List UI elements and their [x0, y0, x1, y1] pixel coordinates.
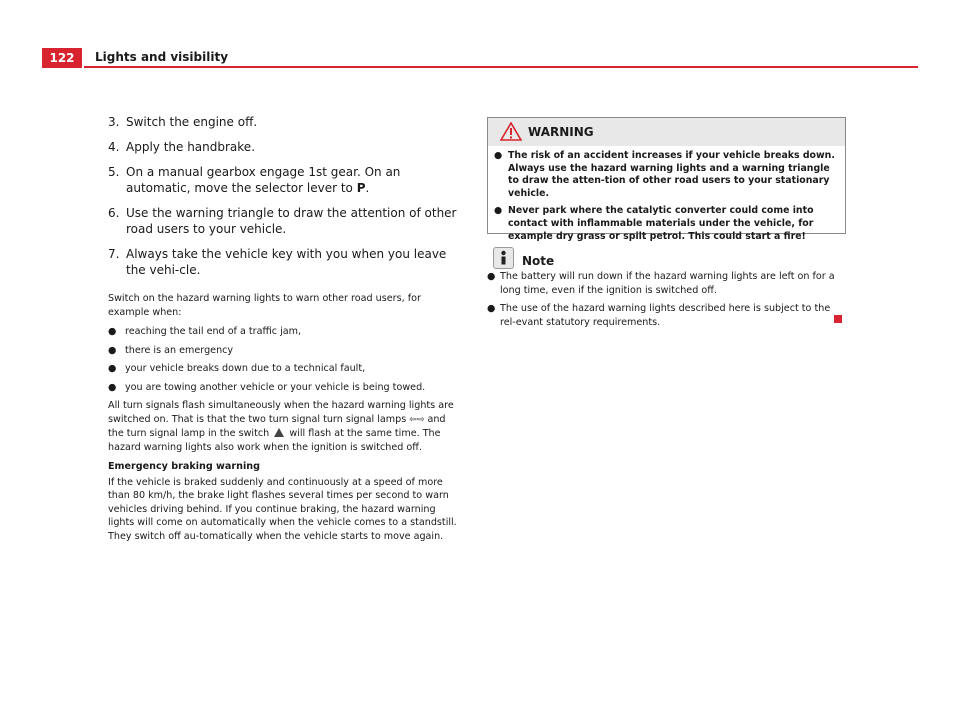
turn-signal-arrows-icon: ⇦⇨ [409, 414, 425, 425]
step-item: 4. Apply the handbrake. [108, 140, 256, 154]
warning-item: ● The risk of an accident increases if your vehicle breaks down. Always use the hazard warning lights and a warning triangle to draw the atten-tion of other road users to your stationary vehicle. [494, 150, 835, 199]
intro-text: Switch on the hazard warning lights to warn other road users, for example when: [108, 293, 421, 318]
note-item: ● The use of the hazard warning lights described here is subject to the rel-evant statutory requirements. [487, 303, 831, 328]
note-item: ● The battery will run down if the hazard warning lights are left on for a long time, even if the ignition is switched off. [487, 271, 835, 296]
left-column [108, 114, 463, 549]
emergency-heading: Emergency braking warning [108, 461, 260, 472]
turn-signal-text: All turn signals flash simultaneously when the hazard warning lights are switched on. That is that the two turn signal turn signal lamps ⇦⇨ and the turn signal lamp in the switch will flash at the same time. The hazard warning lights also work when the ignition is switched off. [108, 400, 454, 453]
list-item: ● you are towing another vehicle or your vehicle is being towed. [108, 381, 426, 393]
note-info-icon [493, 247, 514, 269]
warning-header [488, 118, 845, 146]
warning-item: ● Never park where the catalytic converter could come into contact with inflammable materials under the vehicle, for example dry grass or spilt petrol. This could start a fire! [494, 205, 814, 242]
list-item: ● there is an emergency [108, 344, 234, 356]
section-title: Lights and visibility [95, 50, 229, 64]
list-item: ● reaching the tail end of a traffic jam, [108, 326, 302, 337]
warning-triangle-icon [500, 122, 522, 141]
end-of-section-marker [834, 315, 842, 323]
step-item: 7. Always take the vehicle key with you when you leave the vehi-cle. [108, 247, 447, 277]
step-item: 6. Use the warning triangle to draw the attention of other road users to your vehicle. [108, 206, 457, 236]
note-title: Note [522, 254, 555, 268]
warning-title: WARNING [528, 125, 594, 139]
note-body [487, 270, 847, 334]
emergency-text: If the vehicle is braked suddenly and continuously at a speed of more than 80 km/h, the brake light flashes several times per second to warn vehicles driving behind. If you continue braking, the hazard warning lights will come on automatically when the vehicle comes to a standstill. They switch off au-tomatically when the vehicle starts to move again. [108, 476, 457, 542]
hazard-triangle-icon [274, 428, 284, 437]
step-item: 5. On a manual gearbox engage 1st gear. On an automatic, move the selector lever to P. [108, 165, 401, 195]
list-item: ● your vehicle breaks down due to a technical fault, [108, 363, 366, 374]
page-number: 122 [42, 48, 82, 68]
header-rule [84, 66, 918, 68]
step-item: 3. Switch the engine off. [108, 115, 258, 129]
warning-box [487, 117, 846, 242]
